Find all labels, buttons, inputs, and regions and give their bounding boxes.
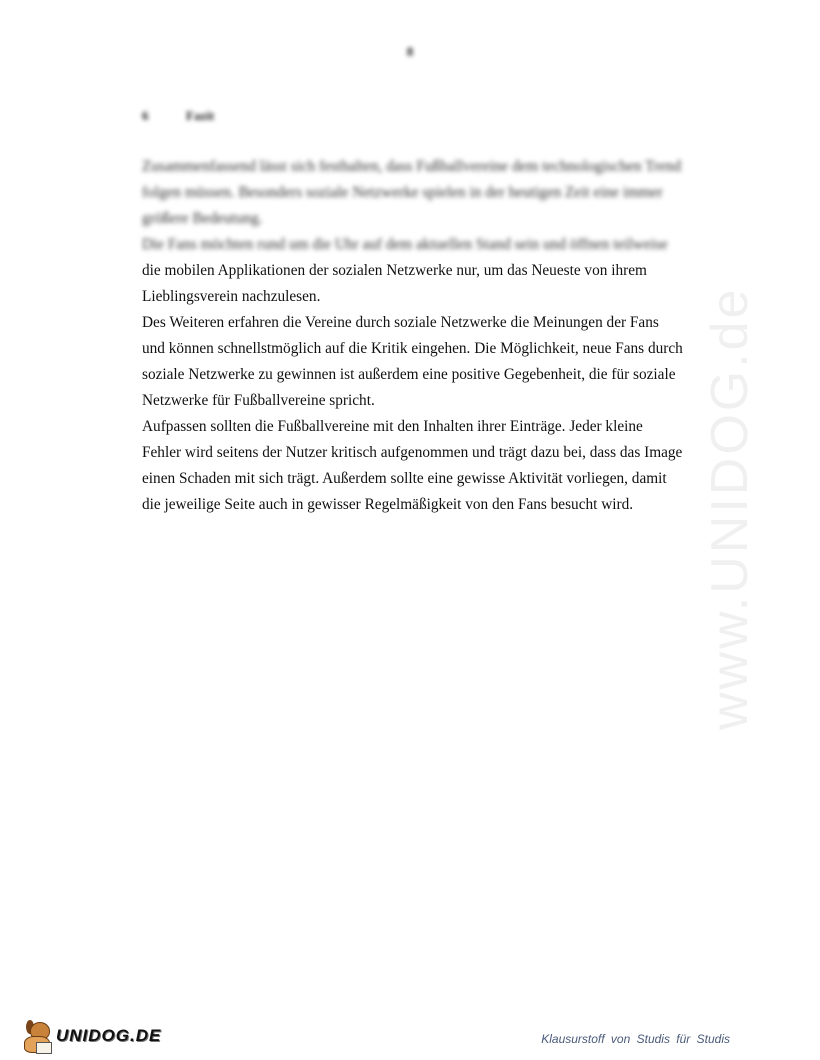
text-line: Lieblingsverein nachzulesen. <box>142 288 321 305</box>
text-line: und können schnellstmöglich auf die Kritik eingehen. Die Möglichkeit, neue Fans durch <box>142 340 683 357</box>
page-number: 8 <box>406 44 414 59</box>
text-line: die mobilen Applikationen der sozialen Netzwerke nur, um das Neueste von ihrem <box>142 262 647 279</box>
text-line: Des Weiteren erfahren die Vereine durch soziale Netzwerke die Meinungen der Fans <box>142 314 659 331</box>
text-line: Fehler wird seitens der Nutzer kritisch aufgenommen und trägt dazu bei, dass das Image <box>142 444 683 461</box>
section-number: 6 <box>142 108 149 123</box>
text-line: folgen müssen. Besonders soziale Netzwerke spielen in der heutigen Zeit eine immer <box>142 184 663 201</box>
logo-text: UNIDOG.DE <box>56 1026 162 1045</box>
section-title: Fazit <box>186 108 215 123</box>
dog-mascot-icon <box>22 1018 54 1054</box>
section-heading <box>142 108 214 124</box>
footer-logo[interactable] <box>22 1016 161 1056</box>
text-line: soziale Netzwerke zu gewinnen ist außerdem eine positive Gegebenheit, die für soziale <box>142 366 676 383</box>
text-line: einen Schaden mit sich trägt. Außerdem sollte eine gewisse Aktivität vorliegen, damit <box>142 470 667 487</box>
text-line: die jeweilige Seite auch in gewisser Regelmäßigkeit von den Fans besucht wird. <box>142 496 634 513</box>
text-line: Netzwerke für Fußballvereine spricht. <box>142 392 375 409</box>
text-line: Die Fans möchten rund um die Uhr auf dem aktuellen Stand sein und öffnen teilweise <box>142 236 668 253</box>
watermark: www.UNIDOG.de <box>701 286 759 730</box>
text-line: Zusammenfassend lässt sich festhalten, dass Fußballvereine dem technologischen Trend <box>142 158 682 175</box>
text-line: Aufpassen sollten die Fußballvereine mit den Inhalten ihrer Einträge. Jeder kleine <box>142 418 643 435</box>
footer-tagline: Klausurstoff von Studis für Studis <box>541 1032 730 1046</box>
body-text <box>142 154 682 518</box>
text-line: größere Bedeutung. <box>142 210 263 227</box>
